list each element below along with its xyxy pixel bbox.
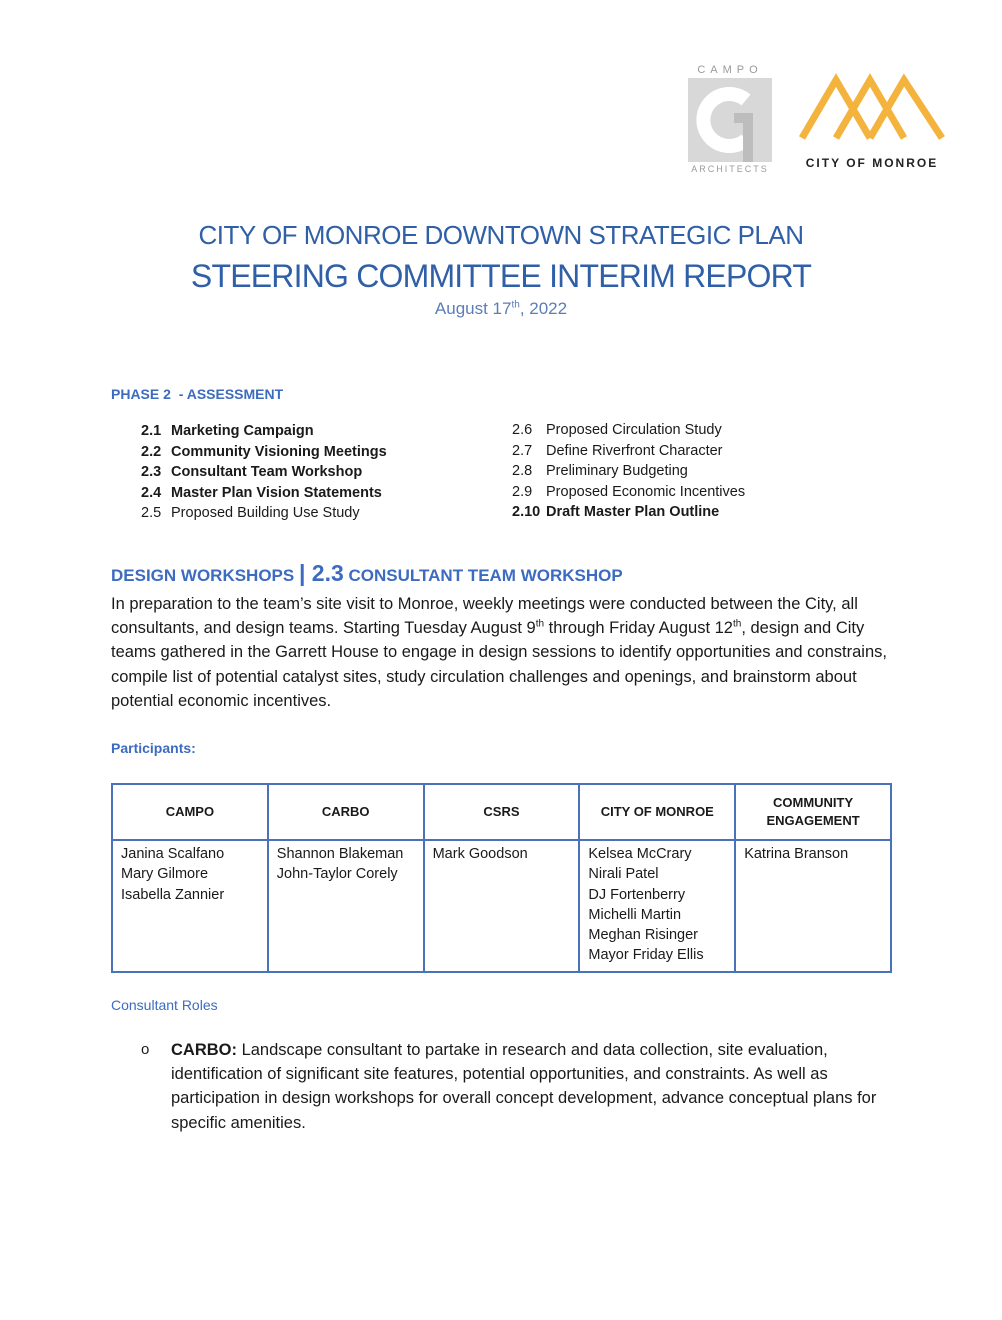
phase-item-number: 2.10 bbox=[512, 504, 541, 520]
report-title: STEERING COMMITTEE INTERIM REPORT bbox=[190, 258, 812, 294]
phase-item-number: 2.7 bbox=[512, 442, 533, 459]
ordinal-suffix: th bbox=[732, 618, 742, 630]
phase-list-right bbox=[512, 420, 745, 523]
report-supertitle: CITY OF MONROE DOWNTOWN STRATEGIC PLAN bbox=[198, 220, 804, 250]
city-of-monroe-logo bbox=[796, 70, 948, 174]
table-header: CAMPO bbox=[112, 784, 268, 840]
participant-name: Kelsea McCrary bbox=[588, 846, 692, 862]
phase-item bbox=[141, 483, 387, 504]
consultant-roles-heading: Consultant Roles bbox=[111, 997, 218, 1013]
report-date bbox=[0, 299, 1002, 319]
paragraph-text: through Friday August 12 bbox=[544, 619, 733, 638]
heading-part: CONSULTANT TEAM WORKSHOP bbox=[343, 566, 623, 585]
participant-name: Meghan Risinger bbox=[588, 927, 699, 944]
phase-item-label: Proposed Economic Incentives bbox=[546, 483, 746, 500]
role-description: Landscape consultant to partake in research and data collection, site evaluation, identification of significant site features, potential opportunities, and constraints. As well as participation in design workshops for overall concept development, advance conceptual plans for specific amenities. bbox=[171, 1041, 877, 1132]
phase-item-number: 2.9 bbox=[512, 483, 533, 500]
table-header: CITY OF MONROE bbox=[579, 784, 735, 840]
campo-logo-wordmark: CAMPO bbox=[697, 64, 763, 76]
date-prefix: August 17 bbox=[434, 299, 512, 318]
campo-architects-logo bbox=[688, 64, 772, 176]
phase-item-label: Marketing Campaign bbox=[171, 423, 314, 439]
phase-item bbox=[141, 421, 387, 442]
phase-item bbox=[512, 441, 745, 462]
phase-item-number: 2.3 bbox=[141, 464, 162, 480]
participant-name: Janina Scalfano bbox=[121, 846, 225, 862]
heading-part: DESIGN WORKSHOPS bbox=[111, 566, 299, 585]
table-cell bbox=[268, 840, 424, 972]
workshop-description bbox=[111, 592, 901, 713]
phase-list-left bbox=[141, 421, 387, 524]
phase-item-label: Proposed Circulation Study bbox=[546, 422, 722, 438]
role-name: CARBO: bbox=[171, 1041, 237, 1059]
table-header: CARBO bbox=[268, 784, 424, 840]
phase-item-label: Draft Master Plan Outline bbox=[546, 504, 720, 520]
monroe-mountains-icon bbox=[796, 70, 948, 146]
phase-item bbox=[141, 503, 387, 524]
phase-item bbox=[141, 442, 387, 463]
phase-item-number: 2.1 bbox=[141, 423, 162, 439]
participant-name: Katrina Branson bbox=[744, 846, 849, 862]
participant-name: Mary Gilmore bbox=[121, 866, 209, 883]
monroe-logo-text: CITY OF MONROE bbox=[805, 156, 939, 170]
participant-name: Isabella Zannier bbox=[121, 886, 225, 903]
phase-item-label: Proposed Building Use Study bbox=[171, 505, 360, 521]
bullet-icon: o bbox=[141, 1041, 150, 1058]
paragraph-text: In preparation to the team’s site visit to Monroe, weekly meetings were conducted between the City, all consultants, and design teams. Starting Tuesday August 9 bbox=[111, 595, 858, 638]
table-cell bbox=[112, 840, 268, 972]
participants-heading: Participants: bbox=[111, 740, 196, 756]
date-ordinal: th bbox=[511, 299, 520, 311]
table-header: CSRS bbox=[424, 784, 580, 840]
phase-item bbox=[512, 502, 745, 523]
participant-name: Mayor Friday Ellis bbox=[588, 947, 704, 964]
design-workshops-heading bbox=[111, 560, 623, 587]
phase-item-number: 2.6 bbox=[512, 422, 533, 438]
table-header: COMMUNITY ENGAGEMENT bbox=[735, 784, 891, 840]
role-text bbox=[171, 1038, 901, 1135]
participant-name: John-Taylor Corely bbox=[276, 866, 398, 883]
phase-item-label: Community Visioning Meetings bbox=[171, 443, 387, 460]
phase-item-label: Master Plan Vision Statements bbox=[171, 484, 382, 501]
table-header-row bbox=[112, 784, 891, 840]
paragraph-text: , design and City teams gathered in the Garrett House to engage in design sessions to identify opportunities and constrains, compile list of potential catalyst sites, study circulation challenges and openings, and brainstorm about potential economic incentives. bbox=[111, 619, 887, 710]
table-cell bbox=[579, 840, 735, 972]
participants-table bbox=[111, 783, 892, 973]
campo-logo-subtitle: ARCHITECTS bbox=[691, 164, 769, 174]
ordinal-suffix: th bbox=[535, 618, 545, 630]
participant-name: Shannon Blakeman bbox=[276, 846, 404, 862]
participant-name: Mark Goodson bbox=[432, 846, 528, 862]
participant-name: DJ Fortenberry bbox=[588, 886, 686, 903]
phase-heading: PHASE 2 - ASSESSMENT bbox=[111, 386, 284, 402]
phase-item-number: 2.2 bbox=[141, 443, 162, 460]
campo-logo-mark bbox=[688, 78, 772, 162]
table-cell bbox=[735, 840, 891, 972]
consultant-role-item bbox=[141, 1038, 901, 1135]
phase-item-number: 2.4 bbox=[141, 484, 162, 501]
heading-part: | 2.3 bbox=[298, 560, 344, 586]
phase-item-label: Define Riverfront Character bbox=[546, 442, 723, 459]
table-row bbox=[112, 840, 891, 972]
date-suffix: , 2022 bbox=[519, 299, 568, 318]
phase-item-label: Preliminary Budgeting bbox=[546, 463, 688, 479]
table-cell bbox=[424, 840, 580, 972]
participant-name: Michelli Martin bbox=[588, 906, 682, 923]
phase-item-number: 2.5 bbox=[141, 505, 162, 521]
participant-name: Nirali Patel bbox=[588, 866, 659, 883]
phase-item bbox=[141, 462, 387, 483]
phase-item bbox=[512, 461, 745, 482]
phase-item-number: 2.8 bbox=[512, 463, 533, 479]
phase-item bbox=[512, 420, 745, 441]
phase-item-label: Consultant Team Workshop bbox=[171, 464, 363, 480]
phase-item bbox=[512, 482, 745, 503]
